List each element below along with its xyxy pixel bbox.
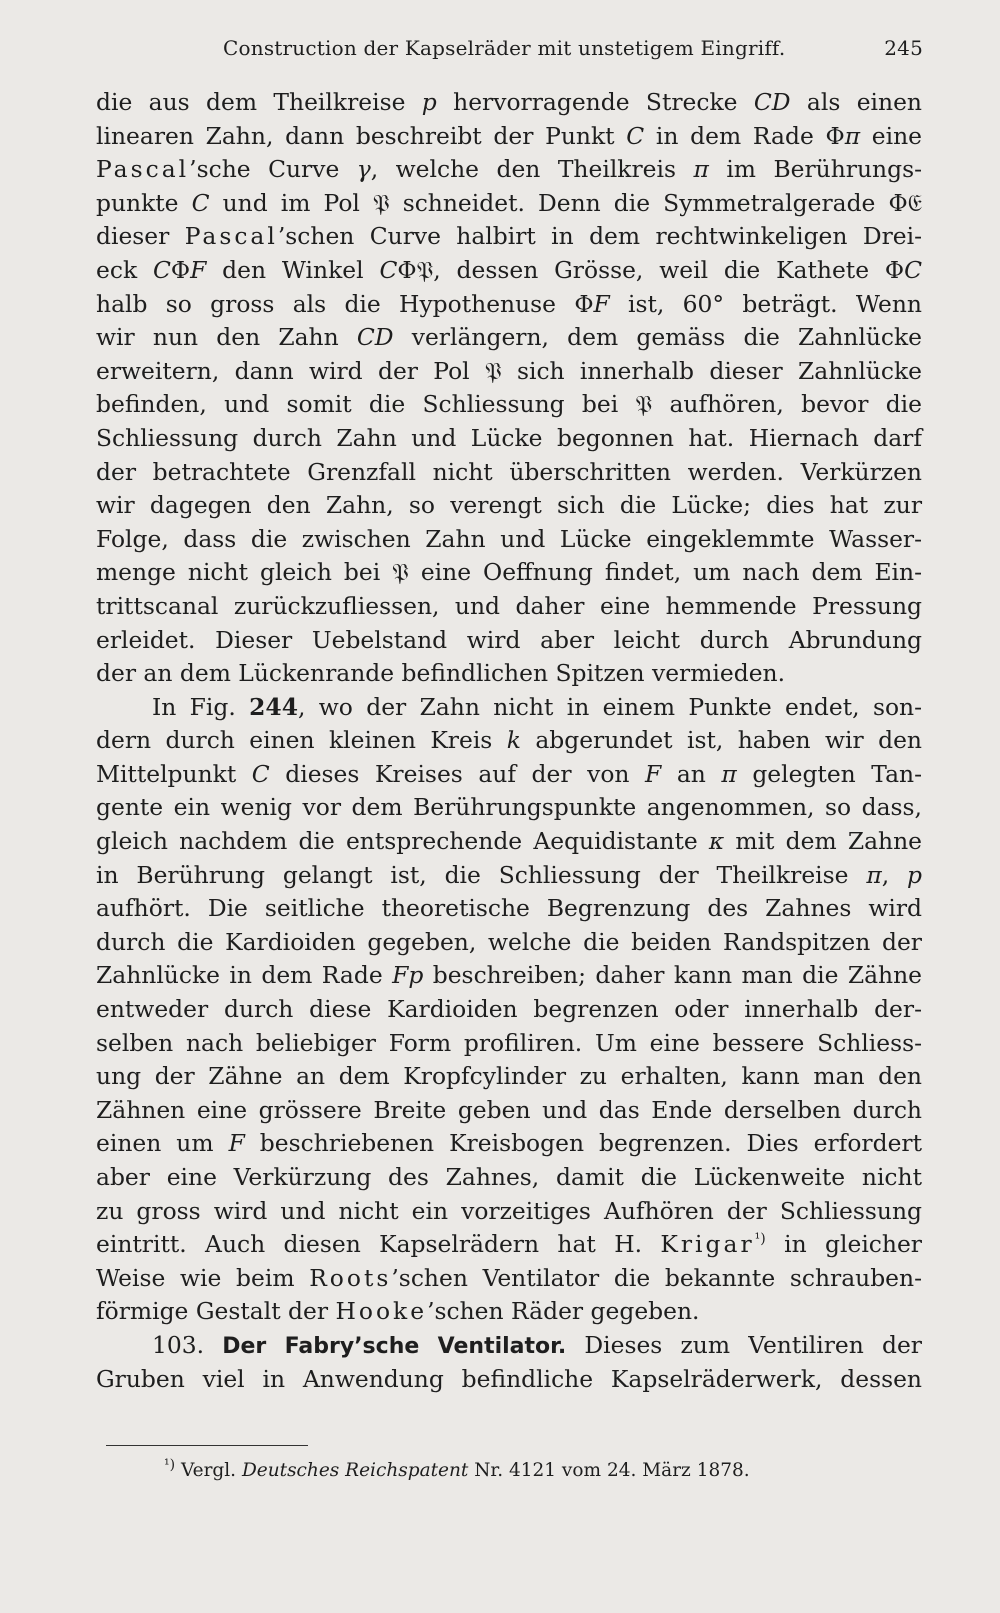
text-run: Pascal: [184, 222, 278, 251]
text-line: [96, 892, 922, 926]
text-run: ¹): [164, 1456, 176, 1473]
text-run: eine: [860, 121, 923, 150]
text-line: [96, 724, 922, 758]
text-run: Krigar: [660, 1230, 755, 1259]
text-run: den Winkel: [206, 255, 380, 284]
text-run: in gleicher: [765, 1230, 922, 1259]
text-run: Fp: [392, 961, 424, 990]
page-number: 245: [884, 36, 923, 60]
text-run: trittscanal zurückzufliessen, und daher eine hemmende Pressung: [96, 591, 922, 620]
text-run: und im Pol 𝔓 schneidet. Denn die Symmetralgerade Φ𝔈: [209, 188, 922, 217]
footnote-rule: [106, 1445, 308, 1446]
text-run: im Berührungs-: [708, 155, 922, 184]
text-line: [96, 489, 922, 523]
text-run: als einen: [790, 88, 922, 116]
text-run: ’schen Ventilator die bekannte schrauben-: [391, 1263, 922, 1292]
text-run: einen um: [96, 1129, 229, 1158]
text-run: dern durch einen kleinen Kreis: [96, 726, 507, 755]
text-run: entweder durch diese Kardioiden begrenzen oder innerhalb der-: [96, 995, 922, 1024]
text-run: F: [645, 759, 662, 788]
text-run: , wo der Zahn nicht in einem Punkte endet, son-: [297, 692, 922, 721]
text-run: mit dem Zahne: [724, 827, 922, 856]
text-run: κ: [708, 827, 725, 856]
text-line: [96, 556, 922, 590]
text-run: beschriebenen Kreisbogen begrenzen. Dies erfordert: [244, 1129, 922, 1158]
text-run: Deutsches Reichspatent: [241, 1460, 469, 1481]
text-line: [96, 1195, 922, 1229]
text-run: Hooke: [335, 1297, 428, 1326]
text-run: π: [844, 121, 861, 150]
text-line: [96, 523, 922, 557]
text-run: p: [421, 88, 437, 116]
running-title: Construction der Kapselräder mit unstetigem Eingriff.: [223, 36, 786, 60]
text-run: Gruben viel in Anwendung befindliche Kapselräderwerk, dessen: [96, 1364, 922, 1393]
text-run: C: [191, 188, 210, 217]
text-line: [96, 657, 922, 691]
text-run: π: [866, 860, 882, 889]
text-run: Weise wie beim: [96, 1263, 310, 1292]
text-line: [96, 926, 922, 960]
text-run: Der Fabry’sche Ventilator.: [222, 1333, 567, 1359]
text-line: [96, 86, 922, 120]
text-run: gleich nachdem die entsprechende Aequidistante: [96, 827, 709, 856]
text-run: wir dagegen den Zahn, so verengt sich die Lücke; dies hat zur: [96, 491, 922, 520]
text-line: [96, 1161, 922, 1195]
text-run: ’schen Räder gegeben.: [427, 1297, 700, 1326]
text-line: [96, 321, 922, 355]
text-run: p: [907, 860, 923, 889]
text-line: [96, 1094, 922, 1128]
text-run: γ: [356, 155, 371, 184]
text-line: [96, 959, 922, 993]
text-run: ’sche Curve: [189, 155, 357, 184]
text-run: hervorragende Strecke: [436, 88, 754, 116]
text-run: wir nun den Zahn: [96, 323, 357, 352]
text-run: , welche den Theilkreis: [370, 155, 694, 184]
text-line: [96, 220, 922, 254]
text-line: [96, 120, 922, 154]
text-run: der betrachtete Grenzfall nicht überschritten werden. Verkürzen: [96, 457, 922, 486]
text-run: C: [379, 255, 398, 284]
text-line: [96, 993, 922, 1027]
text-run: in dem Rade Φ: [644, 121, 845, 150]
text-line: [96, 624, 922, 658]
text-run: k: [506, 726, 521, 755]
text-run: Φ: [170, 255, 191, 284]
text-run: Dieses zum Ventiliren der: [566, 1330, 922, 1359]
text-run: der an dem Lückenrande befindlichen Spitzen vermieden.: [96, 659, 786, 688]
text-run: gelegten Tan-: [736, 759, 922, 788]
text-line: [96, 1262, 922, 1296]
text-run: In Fig.: [152, 692, 250, 721]
text-line: [96, 825, 922, 859]
text-run: C: [626, 121, 645, 150]
text-run: eck: [96, 255, 153, 284]
running-head: [223, 33, 923, 63]
text-run: eintritt. Auch diesen Kapselrädern hat H.: [96, 1230, 661, 1259]
text-run: Nr. 4121 vom 24. März 1878.: [468, 1460, 750, 1481]
text-line: [96, 1060, 922, 1094]
text-run: F: [190, 255, 207, 284]
text-run: π: [721, 759, 737, 788]
text-run: punkte: [96, 188, 192, 217]
text-line: [96, 456, 922, 490]
text-line: [96, 791, 922, 825]
text-run: dieses Kreises auf der von: [269, 759, 646, 788]
text-run: ung der Zähne an dem Kropfcylinder zu erhalten, kann man den: [96, 1062, 922, 1091]
text-run: erleidet. Dieser Uebelstand wird aber leicht durch Abrundung: [96, 625, 922, 654]
footnote: [164, 1456, 924, 1486]
text-run: Schliessung durch Zahn und Lücke begonnen hat. Hiernach darf: [96, 423, 922, 452]
text-run: CD: [356, 323, 394, 352]
text-line: [96, 388, 922, 422]
text-line: [96, 153, 922, 187]
text-run: C: [251, 759, 270, 788]
text-run: C: [152, 255, 171, 284]
text-line: [96, 288, 922, 322]
text-run: halb so gross als die Hypothenuse Φ: [96, 289, 594, 318]
text-run: ist, 60° beträgt. Wenn: [609, 289, 922, 318]
text-run: ’schen Curve halbirt in dem rechtwinkeligen Drei-: [277, 222, 922, 251]
text-line: [96, 1127, 922, 1161]
text-run: befinden, und somit die Schliessung bei 𝔓 aufhören, bevor die: [96, 390, 922, 419]
text-run: Folge, dass die zwischen Zahn und Lücke eingeklemmte Wasser-: [96, 524, 922, 553]
text-run: Pascal: [96, 155, 190, 184]
text-run: 103.: [152, 1330, 223, 1359]
text-run: in Berührung gelangt ist, die Schliessung der Theilkreise: [96, 860, 867, 889]
text-run: aber eine Verkürzung des Zahnes, damit die Lückenweite nicht: [96, 1163, 922, 1191]
body-text: [96, 86, 922, 1396]
text-run: π: [693, 155, 709, 184]
text-run: Zahnlücke in dem Rade: [96, 961, 393, 990]
text-line: [96, 187, 922, 221]
text-run: durch die Kardioiden gegeben, welche die beiden Randspitzen der: [96, 927, 922, 956]
text-run: ¹): [754, 1231, 766, 1248]
text-run: gente ein wenig vor dem Berührungspunkte angenommen, so dass,: [96, 793, 922, 822]
text-run: aufhört. Die seitliche theoretische Begrenzung des Zahnes wird: [96, 894, 922, 923]
text-run: Vergl.: [175, 1460, 242, 1481]
text-run: dieser: [96, 222, 185, 251]
text-line: [96, 1027, 922, 1061]
text-run: beschreiben; daher kann man die Zähne: [423, 961, 922, 990]
text-line: [96, 355, 922, 389]
text-line: [96, 1295, 922, 1329]
text-line: [96, 254, 922, 288]
text-run: Roots: [309, 1263, 392, 1292]
text-run: ,: [881, 860, 908, 889]
text-run: F: [228, 1129, 245, 1158]
text-run: verlängern, dem gemäss die Zahnlücke: [393, 323, 922, 352]
text-line: [96, 691, 922, 725]
text-line: [96, 590, 922, 624]
text-line: [96, 1363, 922, 1397]
text-run: linearen Zahn, dann beschreibt der Punkt: [96, 121, 627, 150]
text-run: die aus dem Theilkreise: [96, 88, 422, 116]
text-run: CD: [753, 88, 791, 116]
text-run: förmige Gestalt der: [96, 1297, 336, 1326]
text-run: Zähnen eine grössere Breite geben und das Ende derselben durch: [96, 1095, 922, 1124]
text-run: C: [904, 255, 923, 284]
text-line: [96, 1329, 922, 1363]
text-run: an: [661, 759, 722, 788]
text-line: [96, 1228, 922, 1262]
text-run: Φ𝔓, dessen Grösse, weil die Kathete Φ: [397, 255, 905, 284]
text-line: [96, 422, 922, 456]
text-line: [96, 859, 922, 893]
text-run: erweitern, dann wird der Pol 𝔓 sich innerhalb dieser Zahnlücke: [96, 356, 922, 385]
text-run: abgerundet ist, haben wir den: [520, 726, 922, 755]
text-run: F: [593, 289, 610, 318]
text-run: 244: [249, 692, 298, 721]
text-run: Mittelpunkt: [96, 759, 252, 788]
text-run: menge nicht gleich bei 𝔓 eine Oeffnung findet, um nach dem Ein-: [96, 558, 922, 587]
text-run: zu gross wird und nicht ein vorzeitiges Aufhören der Schliessung: [96, 1196, 922, 1225]
text-line: [96, 758, 922, 792]
text-run: selben nach beliebiger Form profiliren. Um eine bessere Schliess-: [96, 1028, 922, 1057]
